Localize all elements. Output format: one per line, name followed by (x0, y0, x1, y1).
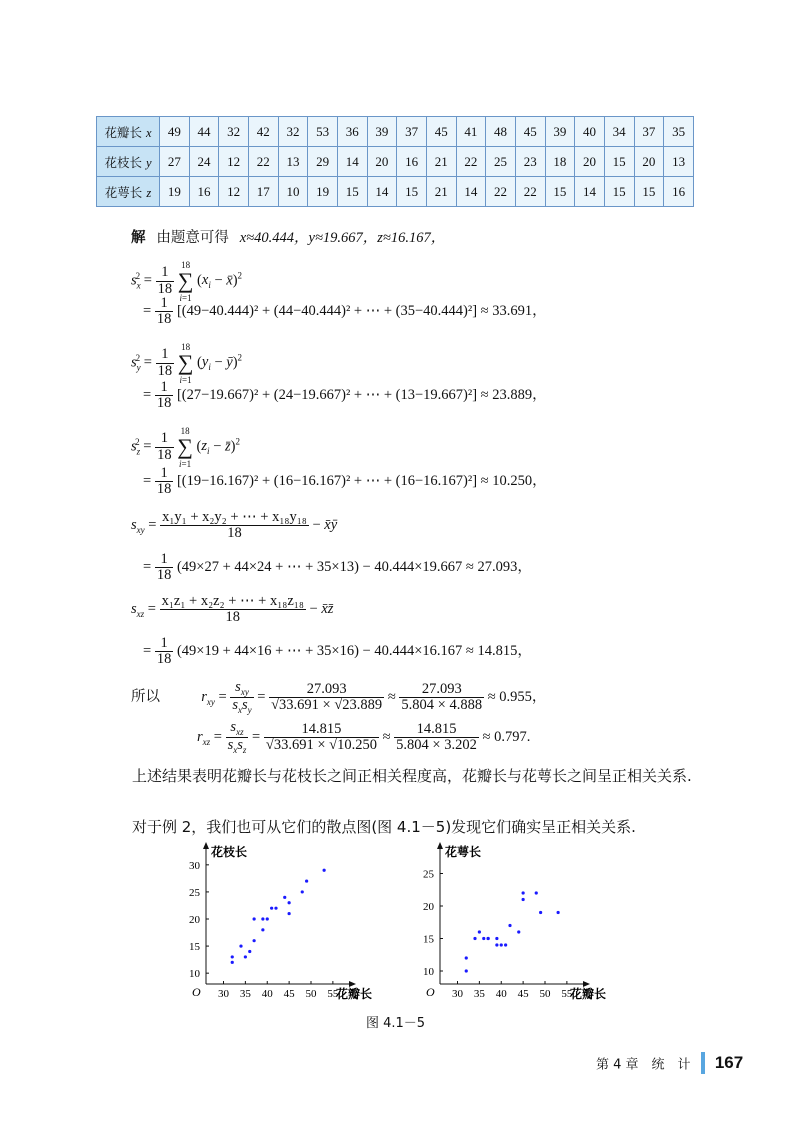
data-point (283, 896, 286, 899)
table-cell: 19 (308, 177, 338, 207)
data-point (500, 943, 503, 946)
table-cell: 45 (426, 117, 456, 147)
y-tick-label: 10 (189, 968, 200, 981)
sx2-value: = $\frac{1}{18}$ [(49−40.444)² + (44−40.444)² + ⋯ + (35−40.444)²] ≈ 33.691， (143, 295, 547, 328)
x-tick-label: 55 (561, 988, 573, 1000)
table-row (97, 117, 694, 147)
data-point (535, 891, 538, 894)
table-cell: 27 (160, 147, 190, 177)
table-cell: 16 (397, 147, 427, 177)
data-point (288, 912, 291, 915)
table-row (97, 177, 694, 207)
table-cell: 40 (575, 117, 605, 147)
data-point (253, 917, 256, 920)
table-cell: 16 (189, 177, 219, 207)
x-tick-label: 30 (452, 988, 463, 1000)
table-cell: 20 (367, 147, 397, 177)
table-cell: 16 (664, 177, 694, 207)
data-point (248, 950, 251, 953)
example-paragraph: 对于例 2，我们也可从它们的散点图(图 4.1－5)发现它们确实呈正相关关系. (132, 818, 636, 836)
table-cell: 14 (575, 177, 605, 207)
y-tick-label: 20 (423, 901, 434, 913)
solution-intro: 解 由题意可得 x≈40.444，y≈19.667，z≈16.167， (131, 230, 446, 246)
table-cell: 41 (456, 117, 486, 147)
x-tick-label: 50 (539, 988, 551, 1000)
data-point (270, 907, 273, 910)
x-axis-label: 花瓣长 (570, 987, 607, 1001)
x-tick-label: 55 (327, 988, 339, 1000)
data-point (495, 943, 498, 946)
data-point (266, 917, 269, 920)
chapter-label: 第 4 章 统 计 (596, 1057, 691, 1073)
table-cell: 37 (397, 117, 427, 147)
origin-label: O (192, 985, 201, 999)
data-point (261, 928, 264, 931)
sz2-value: = $\frac{1}{18}$ [(19−16.167)² + (16−16.167)² + ⋯ + (16−16.167)²] ≈ 10.250， (143, 465, 547, 498)
table-cell: 23 (515, 147, 545, 177)
x-tick-label: 35 (239, 988, 251, 1000)
footer-bar (701, 1052, 705, 1074)
table-cell: 12 (219, 147, 249, 177)
sx2-def: $s_x^2$ = $\frac{1}{18}$ 18 ∑ i=1 ($x_i$ − x̄)$^2$ (131, 260, 243, 304)
rxy-line: 所以 $r_{xy}$ = $\frac{s_{xy}}{s_xs_y}$ = $\frac{27.093}{√33.691 \times √23.889}$ ≈ $\frac{27.093}{5.804 \times 4.888}$ ≈ 0.955， (131, 679, 547, 716)
table-cell: 18 (545, 147, 575, 177)
page-footer (596, 1052, 743, 1076)
table-cell: 42 (248, 117, 278, 147)
table-cell: 24 (189, 147, 219, 177)
rxz-line: $r_{xz}$ = $\frac{s_{xz}}{s_xs_z}$ = $\frac{14.815}{√33.691 \times √10.250}$ ≈ $\frac{14.815}{5.804 \times 3.202}$ ≈ 0.797. (197, 719, 531, 756)
table-cell: 14 (456, 177, 486, 207)
data-point (465, 969, 468, 972)
data-point (465, 956, 468, 959)
table-cell: 21 (426, 147, 456, 177)
y-tick-label: 15 (423, 933, 434, 946)
data-point (482, 937, 485, 940)
x-tick-label: 45 (283, 988, 295, 1000)
y-tick-label: 15 (189, 941, 200, 954)
data-point (487, 937, 490, 940)
conclusion-paragraph: 上述结果表明花瓣长与花枝长之间正相关程度高，花瓣长与花萼长之间呈正相关关系. (132, 767, 692, 785)
table-cell: 19 (160, 177, 190, 207)
table-cell: 49 (160, 117, 190, 147)
table-cell: 34 (604, 117, 634, 147)
y-axis-label: 花萼长 (445, 845, 482, 859)
data-point (239, 944, 242, 947)
data-point (261, 917, 264, 920)
table-cell: 21 (426, 177, 456, 207)
table-cell: 45 (515, 117, 545, 147)
y-axis-arrow-icon (203, 842, 209, 849)
table-cell: 32 (278, 117, 308, 147)
y-tick-label: 10 (423, 966, 434, 978)
origin-label: O (426, 985, 435, 999)
sxz-def: $s_{xz}$ = $\frac{\text{x₁z₁ + x₂z₂ + ⋯ + x₁₈z₁₈}}{18}$ − x̄z̄ (131, 593, 334, 626)
y-axis-label: 花枝长 (211, 845, 248, 859)
data-point (305, 879, 308, 882)
data-point (288, 901, 291, 904)
table-cell: 37 (634, 117, 664, 147)
y-tick-label: 25 (423, 868, 434, 881)
table-cell: 53 (308, 117, 338, 147)
data-point (522, 898, 525, 901)
table-cell: 39 (367, 117, 397, 147)
table-cell: 20 (575, 147, 605, 177)
table-cell: 14 (337, 147, 367, 177)
x-tick-label: 40 (495, 988, 507, 1000)
table-cell: 15 (397, 177, 427, 207)
x-tick-label: 35 (473, 988, 485, 1000)
row-header: 花萼长 z (97, 177, 160, 207)
row-header: 花枝长 y (97, 147, 160, 177)
data-point (504, 943, 507, 946)
page-number: 167 (714, 1053, 744, 1072)
data-point (478, 930, 481, 933)
table-cell: 17 (248, 177, 278, 207)
table-cell: 15 (604, 147, 634, 177)
x-tick-label: 40 (261, 988, 273, 1000)
x-tick-label: 45 (517, 988, 529, 1000)
figure-caption: 图 4.1－5 (366, 1016, 426, 1031)
table-cell: 10 (278, 177, 308, 207)
scatter-chart-sepal (410, 842, 610, 1010)
y-tick-label: 25 (189, 886, 200, 899)
data-point (539, 911, 542, 914)
data-table (96, 116, 694, 207)
sy2-value: = $\frac{1}{18}$ [(27−19.667)² + (24−19.667)² + ⋯ + (13−19.667)²] ≈ 23.889， (143, 379, 547, 412)
table-cell: 20 (634, 147, 664, 177)
sxy-value: = $\frac{1}{18}$ (49×27 + 44×24 + ⋯ + 35×13) − 40.444×19.667 ≈ 27.093， (143, 551, 532, 584)
sxz-value: = $\frac{1}{18}$ (49×19 + 44×16 + ⋯ + 35×16) − 40.444×16.167 ≈ 14.815， (143, 635, 532, 668)
table-cell: 36 (337, 117, 367, 147)
table-cell: 29 (308, 147, 338, 177)
table-cell: 35 (664, 117, 694, 147)
row-header: 花瓣长 x (97, 117, 160, 147)
data-point (522, 891, 525, 894)
table-cell: 22 (515, 177, 545, 207)
table-cell: 22 (486, 177, 516, 207)
data-point (231, 955, 234, 958)
data-point (517, 930, 520, 933)
data-point (508, 924, 511, 927)
table-cell: 25 (486, 147, 516, 177)
y-tick-label: 30 (189, 859, 200, 872)
sy2-def: $s_y^2$ = $\frac{1}{18}$ 18 ∑ i=1 ($y_i$ − ȳ)$^2$ (131, 342, 243, 386)
table-cell: 48 (486, 117, 516, 147)
table-cell: 15 (604, 177, 634, 207)
table-cell: 15 (545, 177, 575, 207)
x-tick-label: 30 (218, 988, 229, 1000)
table-cell: 39 (545, 117, 575, 147)
data-point (274, 907, 277, 910)
data-point (231, 961, 234, 964)
table-cell: 22 (248, 147, 278, 177)
table-cell: 22 (456, 147, 486, 177)
y-tick-label: 20 (189, 914, 200, 926)
data-point (323, 869, 326, 872)
data-point (473, 937, 476, 940)
table-row (97, 147, 694, 177)
scatter-chart-branch (176, 842, 376, 1010)
x-tick-label: 50 (305, 988, 317, 1000)
table-cell: 44 (189, 117, 219, 147)
table-cell: 13 (664, 147, 694, 177)
table-cell: 15 (634, 177, 664, 207)
y-axis-arrow-icon (437, 842, 443, 849)
table-cell: 13 (278, 147, 308, 177)
data-point (253, 939, 256, 942)
data-point (557, 911, 560, 914)
data-point (244, 955, 247, 958)
x-axis-label: 花瓣长 (336, 987, 373, 1001)
table-cell: 15 (337, 177, 367, 207)
data-point (301, 890, 304, 893)
table-cell: 32 (219, 117, 249, 147)
sxy-def: $s_{xy}$ = $\frac{\text{x₁y₁ + x₂y₂ + ⋯ + x₁₈y₁₈}}{18}$ − x̄ȳ (131, 509, 338, 542)
data-point (495, 937, 498, 940)
sz2-def: $s_z^2$ = $\frac{1}{18}$ 18 ∑ i=1 ($z_i$ − z̄)$^2$ (131, 426, 240, 470)
table-cell: 14 (367, 177, 397, 207)
table-cell: 12 (219, 177, 249, 207)
